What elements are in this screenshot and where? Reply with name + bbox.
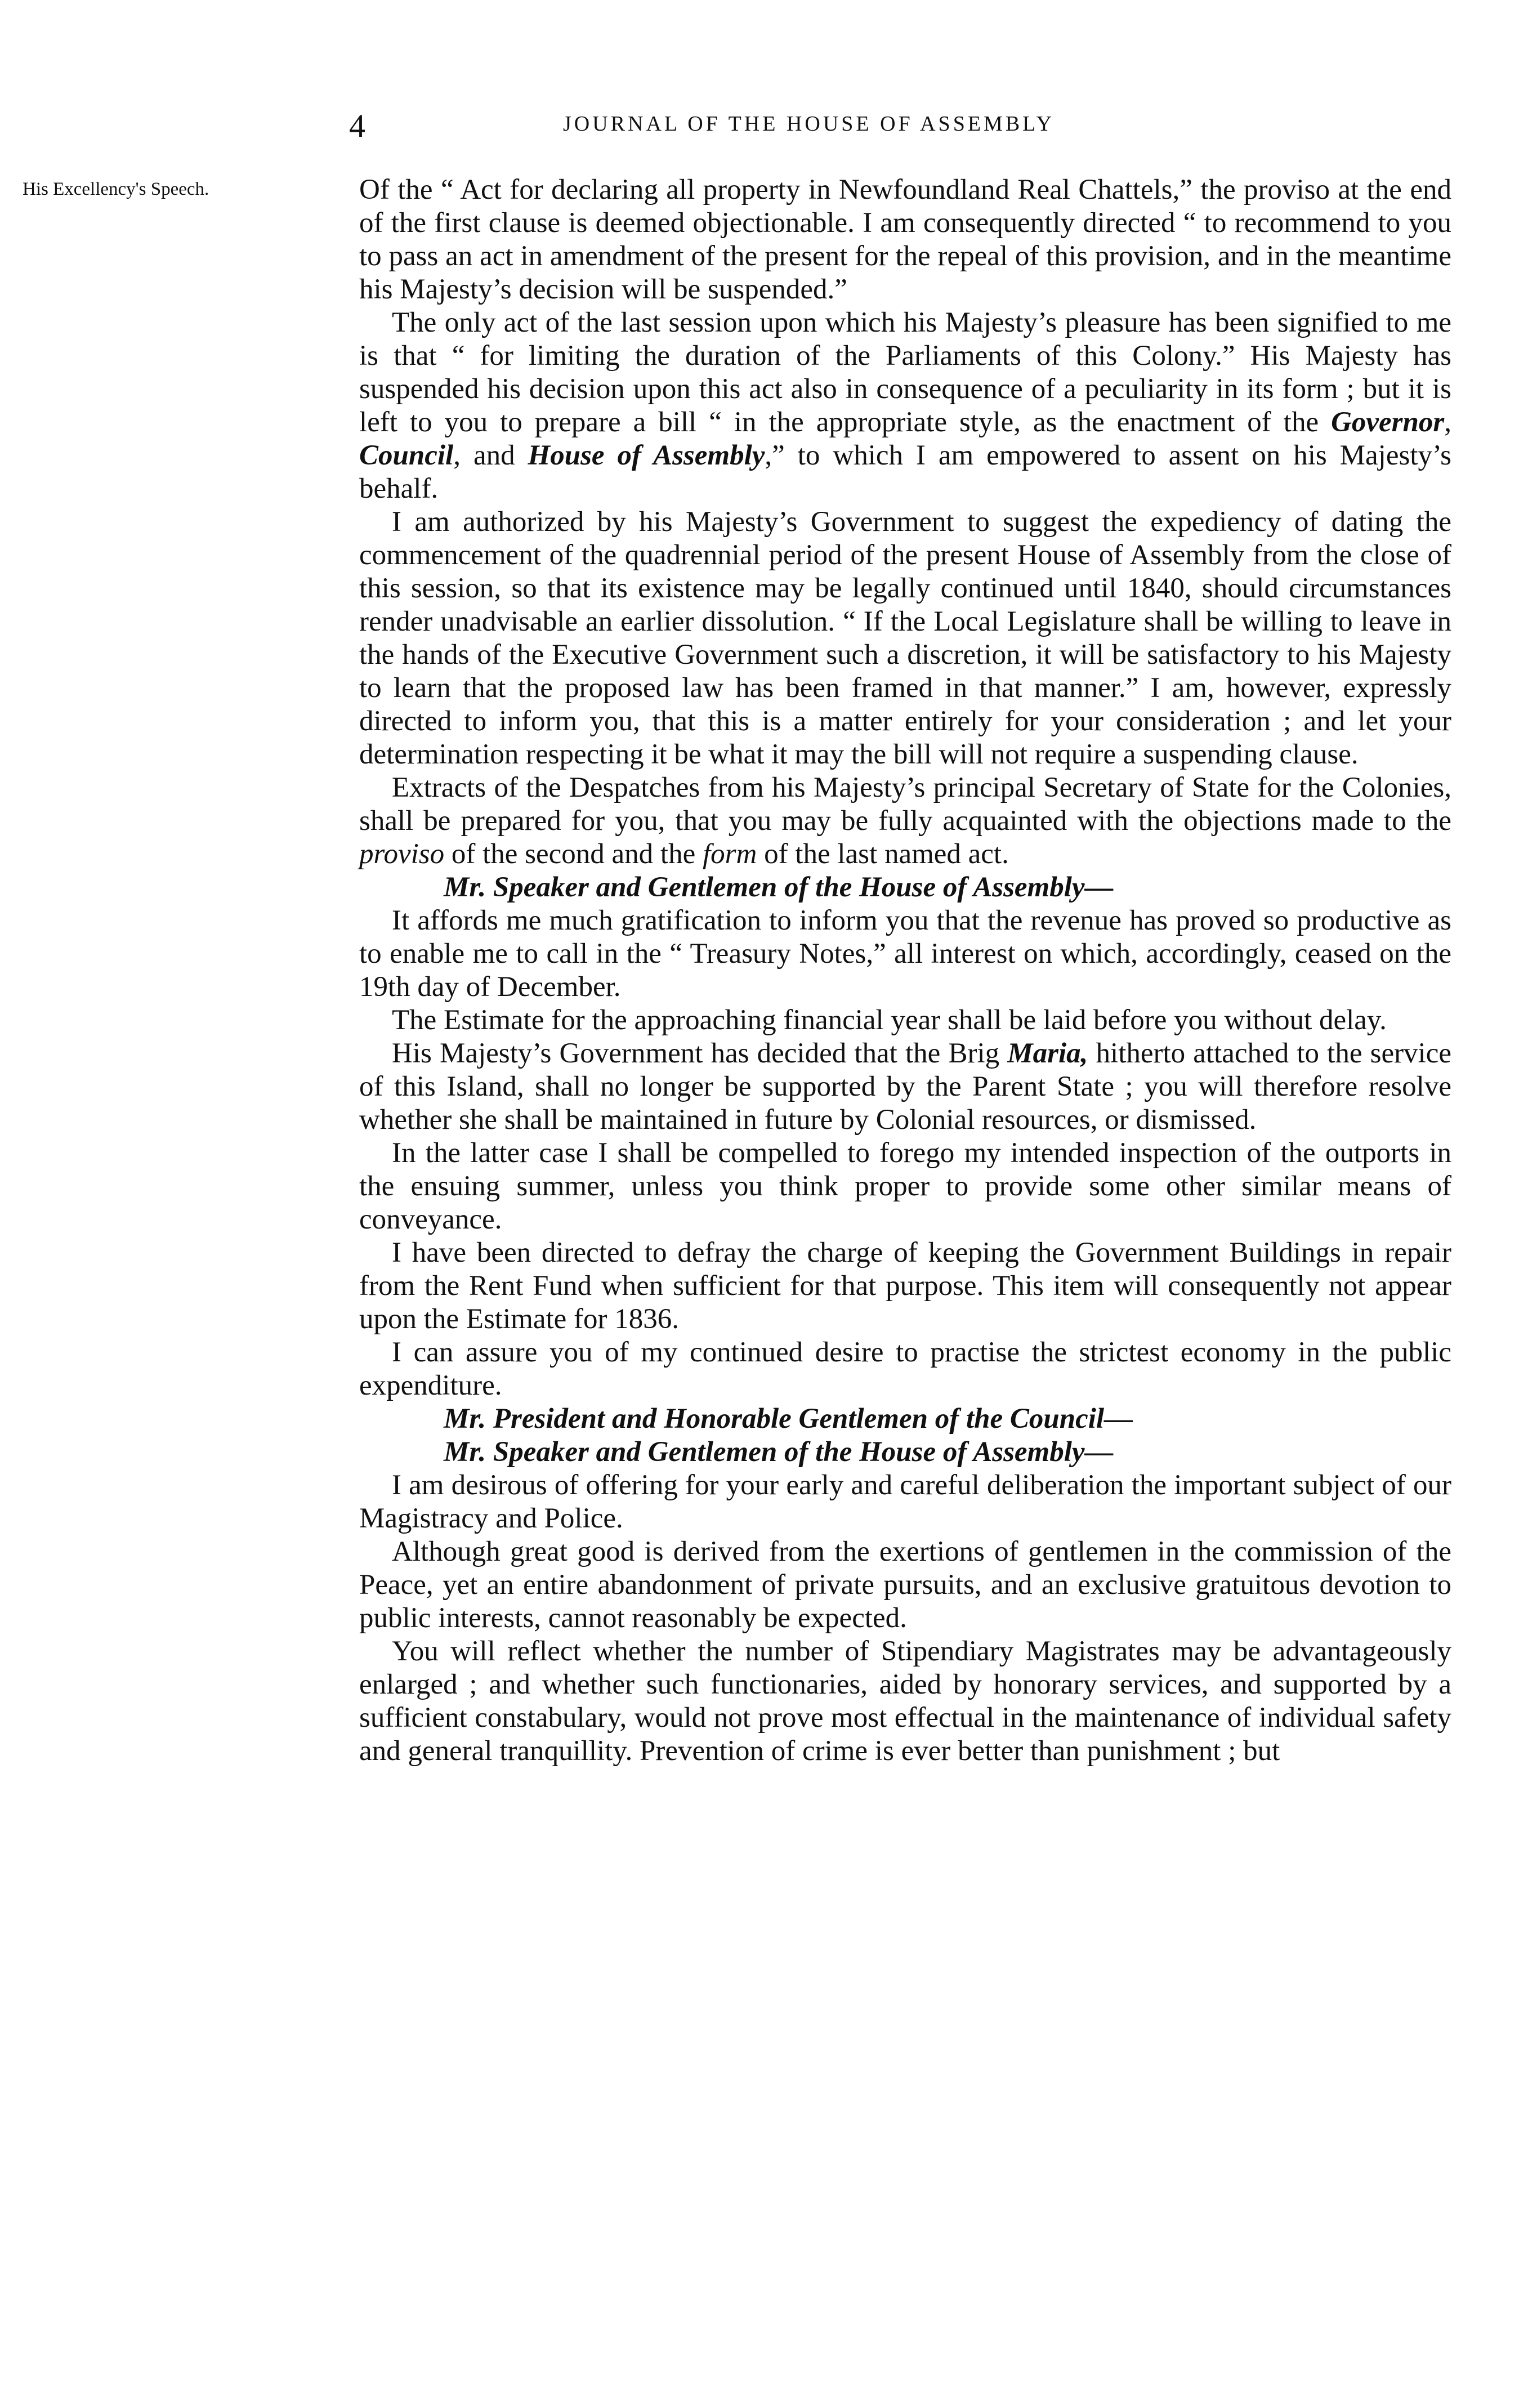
margin-note: His Excellency's Speech. [23,179,209,199]
paragraph-text: , [1444,406,1451,438]
paragraph-real-chattels: Of the “ Act for declaring all property in Newfoundland Real Chattels,” the proviso at the end of the first clause is deemed objectionable. I am consequently directed “ to recommend to you to pass an act in amendment of the present for the repeal of this provision, and in the meantime his Majesty’s decision will be suspended.” [359,174,1451,305]
paragraph-text: of the second and the [444,838,703,870]
paragraph-brig-maria [359,1037,1451,1137]
paragraph-magistracy: I am desirous of offering for your early and careful deliberation the important subject of our Magistracy and Police. [359,1469,1451,1534]
paragraph-quadrennial-period: I am authorized by his Majesty’s Government to suggest the expediency of dating the commencement of the quadrennial period of the present House of Assembly from the close of this session, so that its existence may be legally continued until 1840, should circumstances render unadvisable an earlier dissolution. “ If the Local Legislature shall be willing to leave in the hands of the Executive Government such a discretion, it will be satisfactory to his Majesty to learn that the proposed law has been framed in that manner.” I am, however, expressly directed to inform you, that this is a matter entirely for your consideration ; and let your determination respecting it be what it may the bill will not require a suspending clause. [359,506,1451,770]
paragraph-economy: I can assure you of my continued desire to practise the strictest economy in the public expenditure. [359,1337,1451,1401]
emphasis-house-of-assembly: House of Assembly [528,440,765,471]
page-number: 4 [349,108,365,144]
paragraph-despatches [359,771,1451,871]
heading-president-council: Mr. President and Honorable Gentlemen of the Council— [444,1403,1133,1435]
emphasis-proviso: proviso [359,838,445,870]
emphasis-form: form [702,838,757,870]
running-header [349,107,1430,152]
emphasis-council: Council [359,440,454,471]
paragraph-commission-peace: Although great good is derived from the exertions of gentlemen in the commission of the Peace, yet an entire abandonment of private pursuits, and an exclusive gratuitous devotion to public interests, cannot reasonably be expected. [359,1536,1451,1634]
paragraph-text: of the last named act. [757,838,1009,870]
paragraph-parliaments-act [359,306,1451,506]
emphasis-governor: Governor [1331,406,1445,438]
paragraph-text: ,” to which I am empowered to assent on his Majesty’s behalf. [359,440,1451,504]
paragraph-text: Extracts of the Despatches from his Majesty’s principal Secretary of State for the Colonies, shall be prepared for you, that you may be fully acquainted with the objections made to the [359,772,1451,837]
speech-body [359,173,1451,1768]
paragraph-estimate: The Estimate for the approaching financial year shall be laid before you without delay. [392,1004,1387,1036]
emphasis-maria: Maria, [1007,1038,1088,1069]
paragraph-text: hitherto attached to the service of this Island, shall no longer be supported by the Parent State ; you will therefore resolve whether she shall be maintained in future by Colonial resources, or dismissed. [359,1038,1452,1136]
paragraph-treasury-notes: It affords me much gratification to inform you that the revenue has proved so productive as to enable me to call in the “ Treasury Notes,” all interest on which, accordingly, ceased on the 19th day of December. [359,905,1451,1003]
paragraph-outports-inspection: In the latter case I shall be compelled to forego my intended inspection of the outports in the ensuing summer, unless you think proper to provide some other similar means of conveyance. [359,1137,1451,1235]
heading-speaker-assembly-2: Mr. Speaker and Gentlemen of the House of Assembly— [444,1436,1114,1468]
paragraph-text: The only act of the last session upon which his Majesty’s pleasure has been signified to me is that “ for limiting the duration of the Parliaments of this Colony.” His Majesty has suspended his decision upon this act also in consequence of a peculiarity in its form ; but it is left to you to prepare a bill “ in the appropriate style, as the enactment of the [359,307,1451,438]
paragraph-text: His Majesty’s Government has decided that the Brig [392,1038,1008,1069]
paragraph-text: , and [453,440,528,471]
heading-speaker-assembly: Mr. Speaker and Gentlemen of the House of Assembly— [444,872,1114,903]
paragraph-stipendiary-magistrates: You will reflect whether the number of Stipendiary Magistrates may be advantageously enlarged ; and whether such functionaries, aided by honorary services, and supported by a sufficient constabulary, would not prove most effectual in the maintenance of individual safety and general tranquillity. Prevention of crime is ever better than punishment ; but [359,1636,1451,1767]
paragraph-government-buildings: I have been directed to defray the charge of keeping the Government Buildings in repair from the Rent Fund when sufficient for that purpose. This item will consequently not appear upon the Estimate for 1836. [359,1237,1451,1335]
journal-title: JOURNAL OF THE HOUSE OF ASSEMBLY [563,112,1055,136]
